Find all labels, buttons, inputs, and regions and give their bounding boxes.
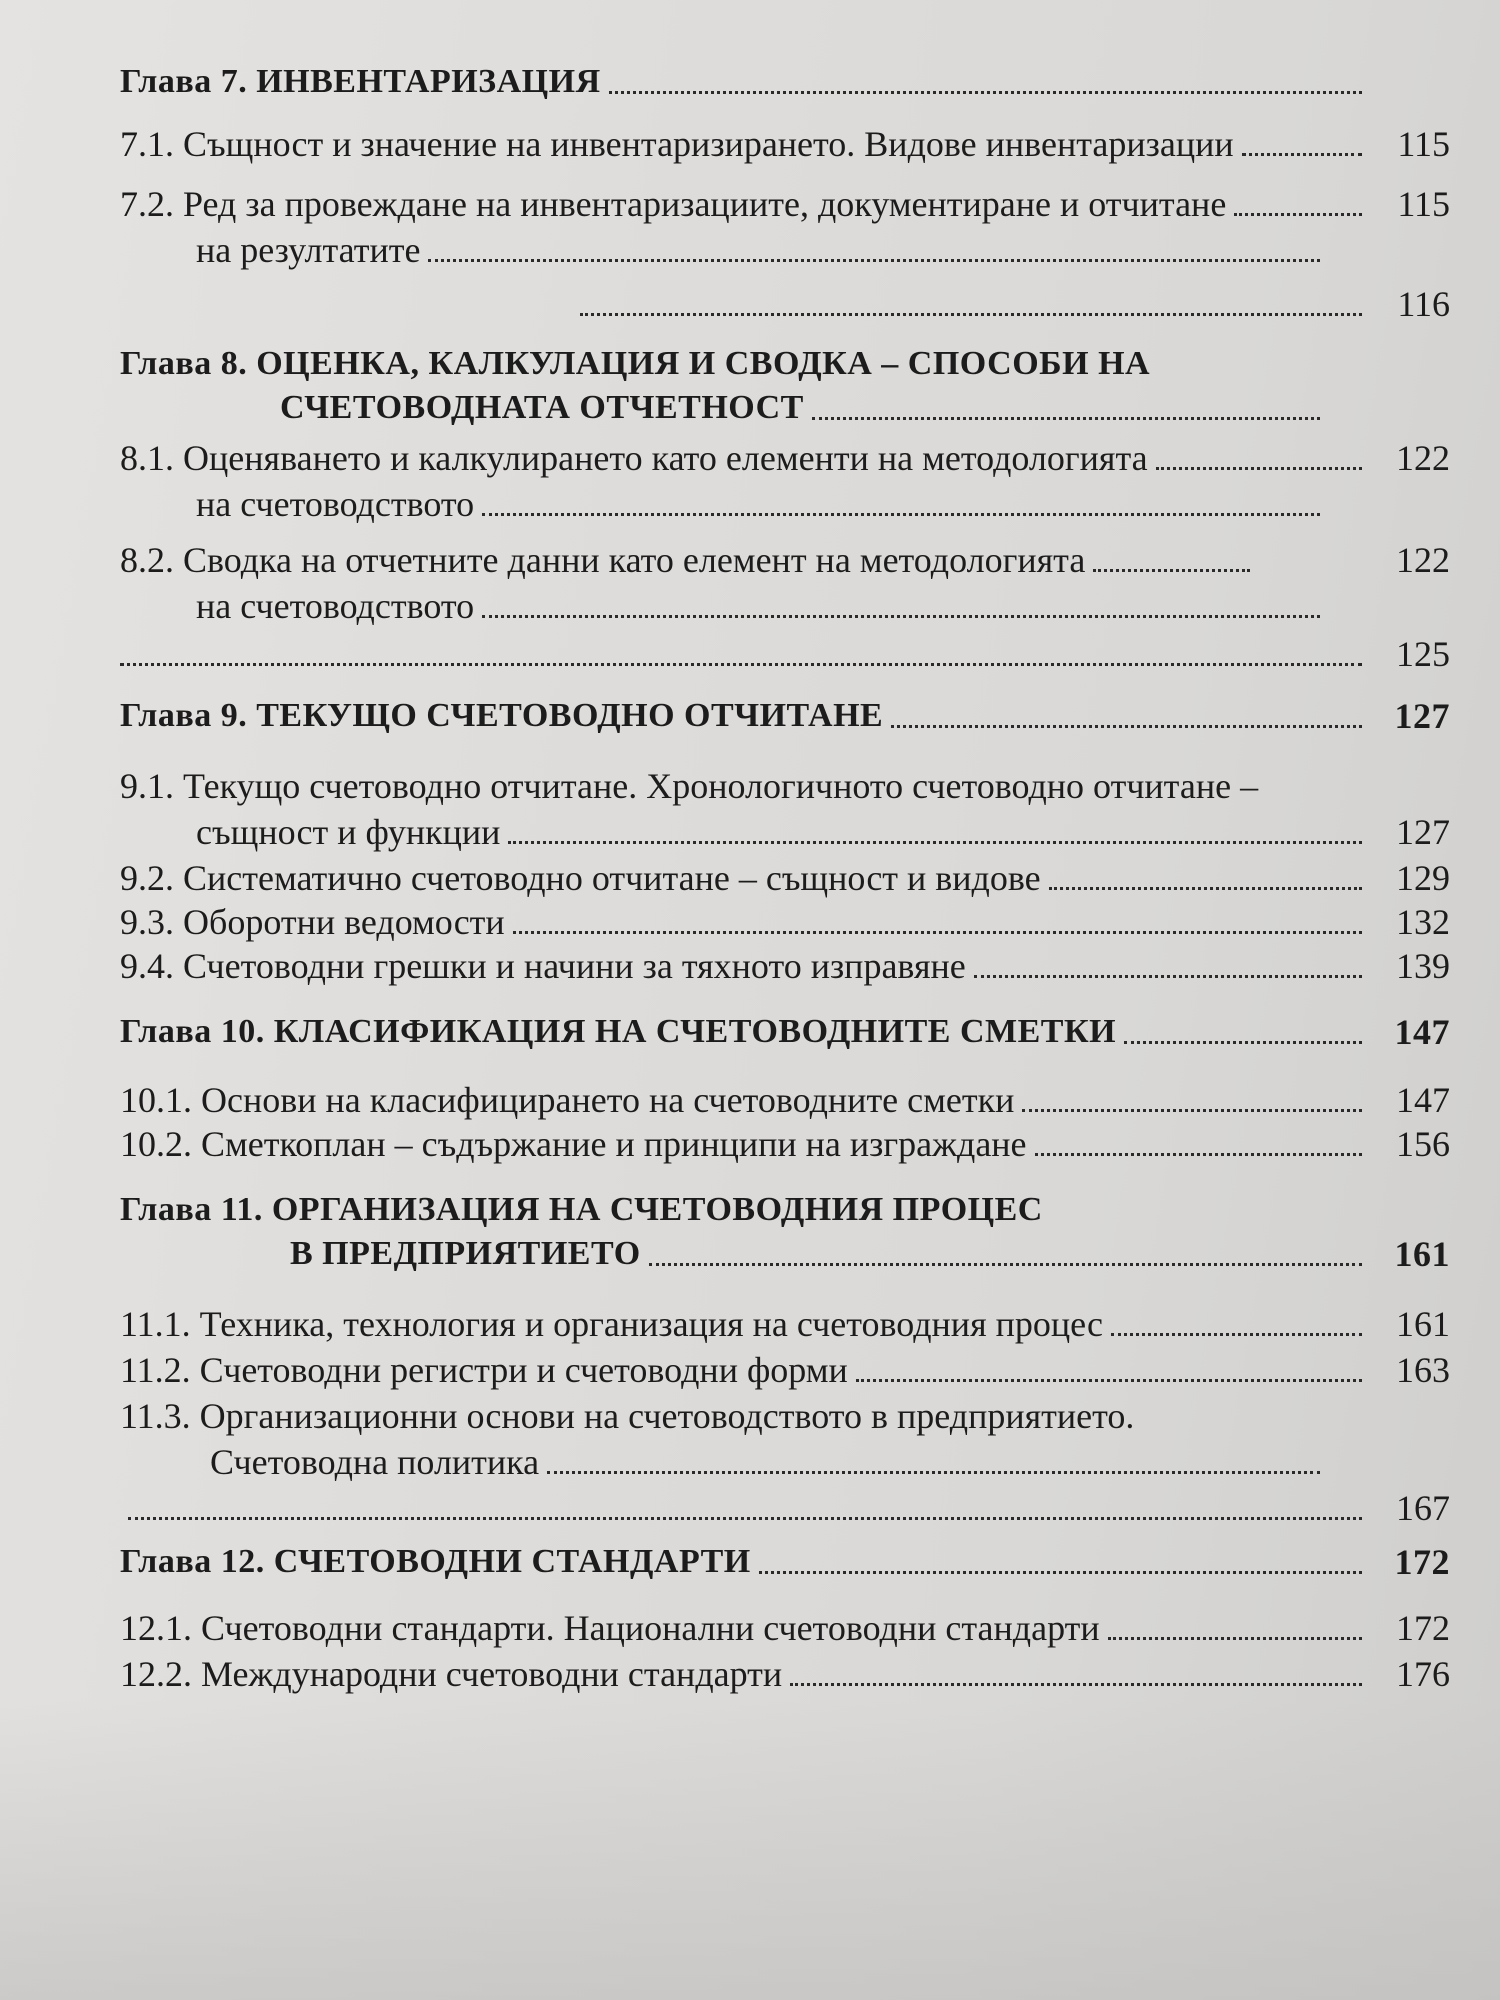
toc-entry-12-2 bbox=[120, 1652, 1450, 1696]
entry-number: 11.1. bbox=[120, 1304, 191, 1344]
page-number: 115 bbox=[1397, 124, 1450, 164]
entry-number: 11.3. bbox=[120, 1396, 191, 1436]
toc-entry-12-1 bbox=[120, 1606, 1450, 1650]
toc-entry-7-2-cont bbox=[120, 228, 1450, 272]
toc-entry-7-1 bbox=[120, 122, 1450, 166]
chapter-title: Глава 9. ТЕКУЩО СЧЕТОВОДНО ОТЧИТАНЕ bbox=[120, 697, 884, 734]
entry-number: 9.1. bbox=[120, 766, 174, 806]
entry-title: Систематично счетоводно отчитане – същност и видове bbox=[183, 858, 1041, 898]
page-number: 122 bbox=[1396, 438, 1450, 478]
entry-title: Оборотни ведомости bbox=[183, 902, 505, 942]
page-number: 132 bbox=[1396, 902, 1450, 942]
entry-title: Текущо счетоводно отчитане. Хронологичното счетоводно отчитане – bbox=[183, 766, 1259, 806]
toc-chapter-11 bbox=[120, 1188, 1450, 1232]
toc-chapter-8 bbox=[120, 342, 1450, 386]
entry-title-continued: на резултатите bbox=[196, 230, 421, 270]
entry-title-continued: същност и функции bbox=[196, 812, 501, 852]
leader-dots bbox=[812, 416, 1320, 420]
leader-dots bbox=[428, 258, 1320, 262]
toc-entry-7-2-page bbox=[120, 282, 1450, 326]
toc-entry-11-1 bbox=[120, 1302, 1450, 1346]
entry-title: Организационни основи на счетоводството в предприятието. bbox=[199, 1396, 1135, 1436]
chapter-title: Глава 12. СЧЕТОВОДНИ СТАНДАРТИ bbox=[120, 1543, 751, 1580]
entry-title: Сметкоплан – съдържание и принципи на изграждане bbox=[201, 1124, 1027, 1164]
chapter-title: Глава 7. ИНВЕНТАРИЗАЦИЯ bbox=[120, 63, 601, 100]
chapter-title: Глава 11. ОРГАНИЗАЦИЯ НА СЧЕТОВОДНИЯ ПРОЦЕС bbox=[120, 1191, 1043, 1228]
page-number: 127 bbox=[1394, 696, 1450, 736]
page-number: 161 bbox=[1394, 1234, 1450, 1274]
toc-entry-9-3 bbox=[120, 900, 1450, 944]
chapter-title: Глава 10. КЛАСИФИКАЦИЯ НА СЧЕТОВОДНИТЕ СМЕТКИ bbox=[120, 1013, 1117, 1050]
toc-entry-9-1 bbox=[120, 764, 1450, 808]
entry-number: 12.2. bbox=[120, 1654, 192, 1694]
leader-dots bbox=[891, 724, 1362, 728]
chapter-title-continued: В ПРЕДПРИЯТИЕТО bbox=[290, 1235, 641, 1272]
leader-dots bbox=[580, 312, 1362, 316]
leader-dots bbox=[547, 1470, 1320, 1474]
entry-title-continued: на счетоводството bbox=[196, 586, 475, 626]
leader-dots bbox=[1234, 212, 1362, 216]
toc-entry-7-2 bbox=[120, 182, 1450, 226]
leader-dots bbox=[1108, 1636, 1362, 1640]
leader-dots bbox=[482, 512, 1320, 516]
toc-chapter-10 bbox=[120, 1010, 1450, 1054]
leader-dots bbox=[649, 1262, 1362, 1266]
leader-dots bbox=[128, 1516, 1362, 1520]
page-number: 172 bbox=[1394, 1542, 1450, 1582]
entry-number: 9.3. bbox=[120, 902, 174, 942]
toc-chapter-9 bbox=[120, 694, 1450, 738]
page-number: 139 bbox=[1396, 946, 1450, 986]
toc-entry-11-3 bbox=[120, 1394, 1450, 1438]
toc-entry-10-2 bbox=[120, 1122, 1450, 1166]
leader-dots bbox=[1242, 152, 1362, 156]
toc-entry-11-3-page bbox=[120, 1486, 1450, 1530]
leader-dots bbox=[1093, 568, 1250, 572]
page-number: 129 bbox=[1396, 858, 1450, 898]
entry-title: Счетоводни регистри и счетоводни форми bbox=[199, 1350, 848, 1390]
entry-title: Оценяването и калкулирането като елементи на методологията bbox=[183, 438, 1148, 478]
toc-entry-9-1-cont bbox=[120, 810, 1450, 854]
chapter-title-continued: СЧЕТОВОДНАТА ОТЧЕТНОСТ bbox=[280, 389, 804, 426]
toc-entry-11-3-cont bbox=[120, 1440, 1450, 1484]
entry-title: Счетоводни грешки и начини за тяхното изправяне bbox=[183, 946, 966, 986]
leader-dots bbox=[120, 662, 1362, 666]
page-number: 147 bbox=[1394, 1012, 1450, 1052]
leader-dots bbox=[1035, 1152, 1362, 1156]
leader-dots bbox=[1111, 1332, 1362, 1336]
toc-entry-8-1-cont bbox=[120, 482, 1450, 526]
leader-dots bbox=[974, 974, 1362, 978]
page-number: 116 bbox=[1397, 284, 1450, 324]
page-number: 125 bbox=[1396, 634, 1450, 674]
leader-dots bbox=[1022, 1108, 1362, 1112]
entry-number: 7.2. bbox=[120, 184, 174, 224]
toc-entry-9-4 bbox=[120, 944, 1450, 988]
toc-entry-8-1 bbox=[120, 436, 1450, 480]
entry-title: Основи на класифицирането на счетоводните сметки bbox=[201, 1080, 1015, 1120]
entry-number: 10.2. bbox=[120, 1124, 192, 1164]
leader-dots bbox=[482, 614, 1320, 618]
toc-entry-8-2-cont bbox=[120, 584, 1450, 628]
entry-title: Ред за провеждане на инвентаризациите, документиране и отчитане bbox=[183, 184, 1227, 224]
entry-number: 10.1. bbox=[120, 1080, 192, 1120]
toc-chapter-11-cont bbox=[120, 1232, 1450, 1276]
leader-dots bbox=[513, 930, 1362, 934]
page-number: 161 bbox=[1396, 1304, 1450, 1344]
toc-entry-8-2 bbox=[120, 538, 1450, 582]
leader-dots bbox=[609, 90, 1362, 94]
entry-number: 9.2. bbox=[120, 858, 174, 898]
entry-number: 9.4. bbox=[120, 946, 174, 986]
leader-dots bbox=[1049, 886, 1362, 890]
page-number: 167 bbox=[1396, 1488, 1450, 1528]
leader-dots bbox=[790, 1682, 1362, 1686]
entry-title: Техника, технология и организация на счетоводния процес bbox=[199, 1304, 1104, 1344]
entry-number: 8.2. bbox=[120, 540, 174, 580]
leader-dots bbox=[1156, 466, 1362, 470]
page-number: 172 bbox=[1396, 1608, 1450, 1648]
entry-number: 12.1. bbox=[120, 1608, 192, 1648]
toc-chapter-12 bbox=[120, 1540, 1450, 1584]
entry-title: Сводка на отчетните данни като елемент на методологията bbox=[183, 540, 1086, 580]
page-shadow bbox=[0, 1700, 1500, 2000]
toc-chapter-7 bbox=[120, 60, 1450, 104]
leader-dots bbox=[508, 840, 1362, 844]
entry-title: Международни счетоводни стандарти bbox=[201, 1654, 783, 1694]
toc-entry-8-2-page bbox=[120, 632, 1450, 676]
entry-title-continued: Счетоводна политика bbox=[210, 1442, 540, 1482]
page-number: 156 bbox=[1396, 1124, 1450, 1164]
entry-number: 7.1. bbox=[120, 124, 174, 164]
page-number: 122 bbox=[1396, 540, 1450, 580]
page-number: 115 bbox=[1397, 184, 1450, 224]
entry-title: Същност и значение на инвентаризирането. Видове инвентаризации bbox=[183, 124, 1234, 164]
toc-chapter-8-cont bbox=[120, 386, 1450, 430]
page-number: 127 bbox=[1396, 812, 1450, 852]
entry-title-continued: на счетоводството bbox=[196, 484, 475, 524]
toc-entry-10-1 bbox=[120, 1078, 1450, 1122]
toc-entry-11-2 bbox=[120, 1348, 1450, 1392]
leader-dots bbox=[1124, 1040, 1362, 1044]
page-number: 163 bbox=[1396, 1350, 1450, 1390]
leader-dots bbox=[856, 1378, 1362, 1382]
entry-title: Счетоводни стандарти. Национални счетоводни стандарти bbox=[201, 1608, 1100, 1648]
toc-entry-9-2 bbox=[120, 856, 1450, 900]
leader-dots bbox=[759, 1570, 1362, 1574]
page-number: 147 bbox=[1396, 1080, 1450, 1120]
page-number: 176 bbox=[1396, 1654, 1450, 1694]
entry-number: 8.1. bbox=[120, 438, 174, 478]
chapter-title: Глава 8. ОЦЕНКА, КАЛКУЛАЦИЯ И СВОДКА – СПОСОБИ НА bbox=[120, 345, 1151, 382]
entry-number: 11.2. bbox=[120, 1350, 191, 1390]
